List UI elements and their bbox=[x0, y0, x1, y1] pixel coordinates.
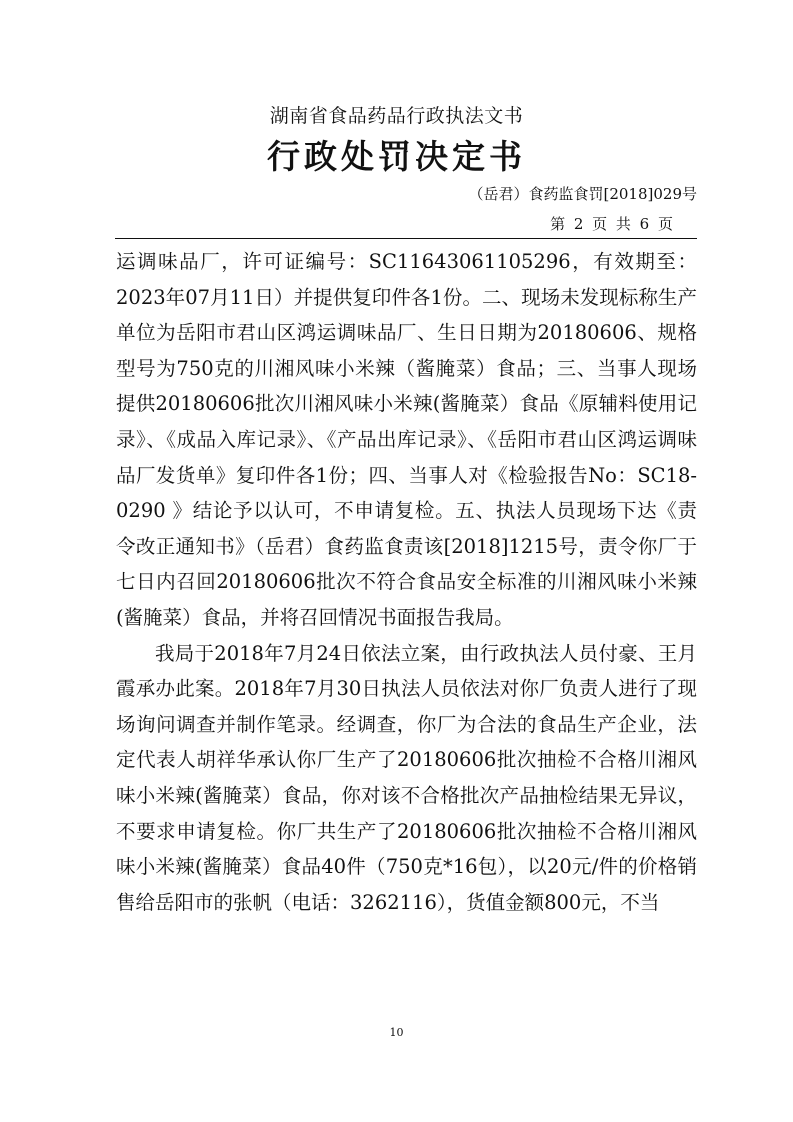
header-divider bbox=[115, 238, 697, 239]
page-number: 10 bbox=[389, 1026, 404, 1039]
document-title: 行政处罚决定书 bbox=[267, 137, 526, 176]
body-paragraph-investigation: 我局于2018年7月24日依法立案，由行政执法人员付豪、王月霞承办此案。2018年7月30日执法人员依法对你厂负责人进行了现场询问调查并制作笔录。经调查，你厂为合法的食品生产企业，法定代表人胡祥华承认你厂生产了20180606批次抽检不合格川湘风味小米辣(酱腌菜）食品，你对该不合格批次产品抽检结果无异议，不要求申请复检。你厂共生产了20180606批次抽检不合格川湘风味小米辣(酱腌菜）食品40件（750克*16包），以20元/件的价格销售给岳阳市的张帆（电话：3262116），货值金额800元，不当 bbox=[116, 641, 697, 914]
page-count: 第 2 页 共 6 页 bbox=[550, 215, 673, 233]
document-body bbox=[116, 244, 697, 920]
body-paragraph-continued: 运调味品厂，许可证编号：SC11643061105296，有效期至：2023年07月11日）并提供复印件各1份。二、现场未发现标称生产单位为岳阳市君山区鸿运调味品厂、生日日期为20180606、规格型号为750克的川湘风味小米辣（酱腌菜）食品；三、当事人现场提供20180606批次川湘风味小米辣(酱腌菜）食品《原辅料使用记录》、《成品入库记录》、《产品出库记录》、《岳阳市君山区鸿运调味品厂发货单》复印件各1份；四、当事人对《检验报告No：SC18-0290 》结论予以认可，不申请复检。五、执法人员现场下达《责令改正通知书》（岳君）食药监食责该[2018]1215号，责令你厂于七日内召回20180606批次不符合食品安全标准的川湘风味小米辣(酱腌菜）食品，并将召回情况书面报告我局。 bbox=[116, 250, 697, 629]
document-number: （岳君）食药监食罚[2018]029号 bbox=[468, 185, 697, 203]
issuing-authority-heading: 湖南省食品药品行政执法文书 bbox=[269, 105, 524, 127]
